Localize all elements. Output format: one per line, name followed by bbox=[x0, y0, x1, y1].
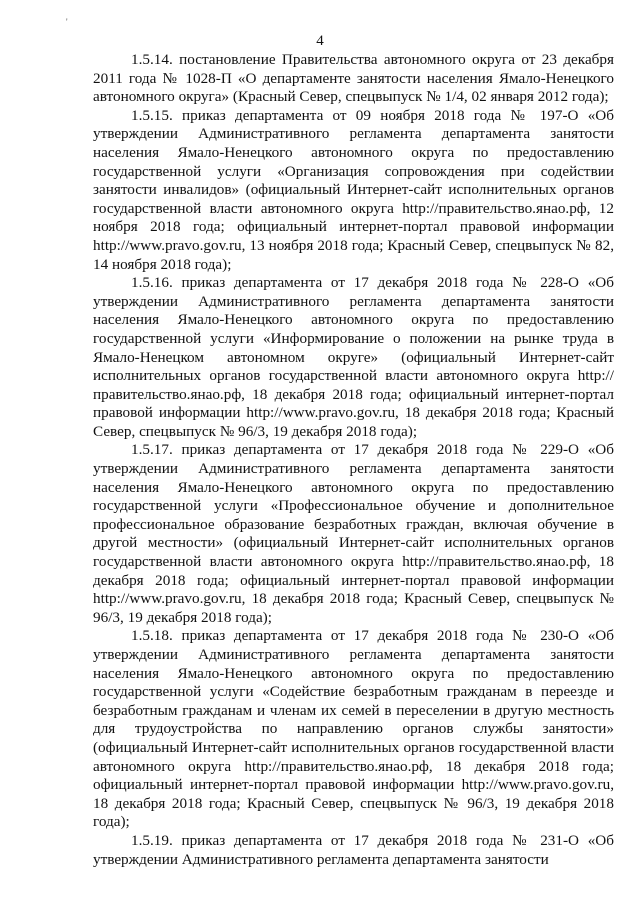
clause-1-5-15: 1.5.15. приказ департамента от 09 ноября 2018 года № 197-О «Об утверждении Административного регламента департамента занятости населения Ямало-Ненецкого автономного округа по предоставлению государственной услуги «Организация сопровождения при содействии занятости инвалидов» (официальный Интернет-сайт исполнительных органов государственной власти автономного округа http://правительство.янао.рф, 12 ноября 2018 года; официальный интернет-портал правовой информации http://www.pravo.gov.ru, 13 ноября 2018 года; Красный Север, спецвыпуск № 82, 14 ноября 2018 года); bbox=[93, 106, 614, 273]
clause-1-5-19: 1.5.19. приказ департамента от 17 декабря 2018 года № 231-О «Об утверждении Административного регламента департамента занятости bbox=[93, 831, 614, 868]
page-number: 4 bbox=[316, 33, 324, 49]
document-body bbox=[93, 51, 614, 869]
stray-mark: ' bbox=[66, 17, 68, 27]
clause-1-5-17: 1.5.17. приказ департамента от 17 декабря 2018 года № 229-О «Об утверждении Административного регламента департамента занятости населения Ямало-Ненецкого автономного округа по предоставлению государственной услуги «Профессиональное обучение и дополнительное профессиональное образование безработных граждан, включая обучение в другой местности» (официальный Интернет-сайт исполнительных органов государственной власти автономного округа http://правительство.янао.рф, 18 декабря 2018 года; официальный интернет-портал правовой информации http://www.pravo.gov.ru, 18 декабря 2018 года; Красный Север, спецвыпуск № 96/3, 19 декабря 2018 года); bbox=[93, 441, 614, 626]
clause-1-5-18: 1.5.18. приказ департамента от 17 декабря 2018 года № 230-О «Об утверждении Административного регламента департамента занятости населения Ямало-Ненецкого автономного округа по предоставлению государственной услуги «Содействие безработным гражданам в переезде и безработным гражданам и членам их семей в переселении в другую местность для трудоустройства по направлению органов службы занятости» (официальный Интернет-сайт исполнительных органов государственной власти автономного округа http://правительство.янао.рф, 18 декабря 2018 года; официальный интернет-портал правовой информации http://www.pravo.gov.ru, 18 декабря 2018 года; Красный Север, спецвыпуск № 96/3, 19 декабря 2018 года); bbox=[93, 627, 614, 831]
clause-1-5-16: 1.5.16. приказ департамента от 17 декабря 2018 года № 228-О «Об утверждении Административного регламента департамента занятости населения Ямало-Ненецкого автономного округа по предоставлению государственной услуги «Информирование о положении на рынке труда в Ямало-Ненецком автономном округе» (официальный Интернет-сайт исполнительных органов государственной власти автономного округа http://правительство.янао.рф, 18 декабря 2018 года; официальный интернет-портал правовой информации http://www.pravo.gov.ru, 18 декабря 2018 года; Красный Север, спецвыпуск № 96/3, 19 декабря 2018 года); bbox=[93, 274, 614, 440]
clause-1-5-14: 1.5.14. постановление Правительства автономного округа от 23 декабря 2011 года № 1028-П «О департаменте занятости населения Ямало-Ненецкого автономного округа» (Красный Север, спецвыпуск № 1/4, 02 января 2012 года); bbox=[93, 51, 614, 106]
